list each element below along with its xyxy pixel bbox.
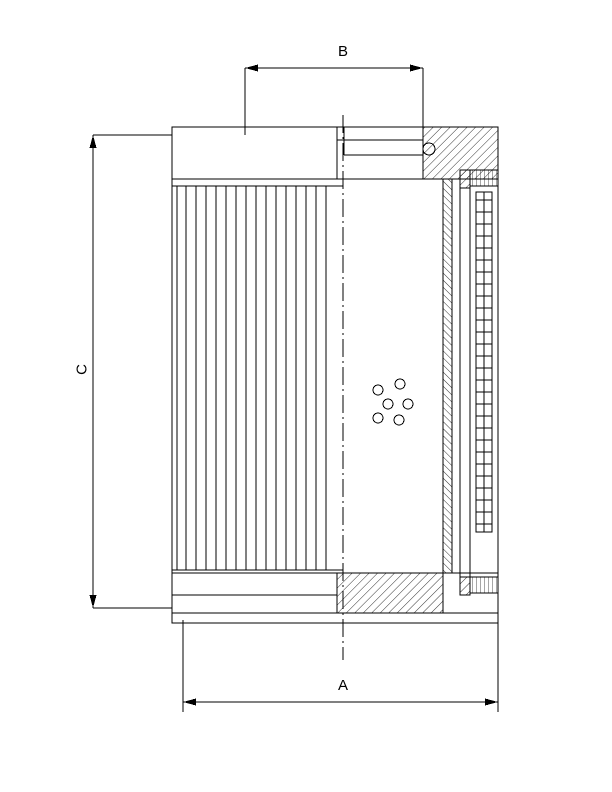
bypass-top-seal-hatch [460, 170, 470, 188]
support-tube-hatch [443, 179, 452, 573]
bottom-end-cap [172, 573, 498, 623]
hole [403, 399, 413, 409]
seal-hole-pattern [373, 379, 413, 425]
dim-c-arrow-top [90, 135, 97, 148]
bottom-end-cap-outline [172, 573, 498, 613]
bottom-end-cap-hatch [337, 573, 443, 613]
hole [383, 399, 393, 409]
hole [395, 379, 405, 389]
top-end-cap [172, 127, 498, 179]
hole [373, 413, 383, 423]
hole [394, 415, 404, 425]
dimension-label-c: C [73, 364, 91, 375]
pleat-pack [172, 186, 343, 570]
bypass-bottom-spring-seat [470, 577, 498, 593]
bypass-top-spring-seat [470, 170, 498, 186]
dimension-b-group [245, 65, 423, 153]
dim-a-arrow-left [183, 699, 196, 706]
dim-b-arrow-right [410, 65, 423, 72]
dimension-label-a: A [338, 677, 349, 694]
bottom-cap-rim [172, 613, 498, 623]
bypass-valve [476, 192, 492, 532]
dim-c-arrow-bottom [90, 595, 97, 608]
hole [373, 385, 383, 395]
dim-b-arrow-left [245, 65, 258, 72]
bypass-bottom-seal-hatch [460, 577, 470, 595]
dimension-label-b: B [338, 43, 349, 60]
dim-a-arrow-right [485, 699, 498, 706]
dimension-a-group [183, 620, 498, 712]
dimension-c-group [90, 135, 173, 608]
